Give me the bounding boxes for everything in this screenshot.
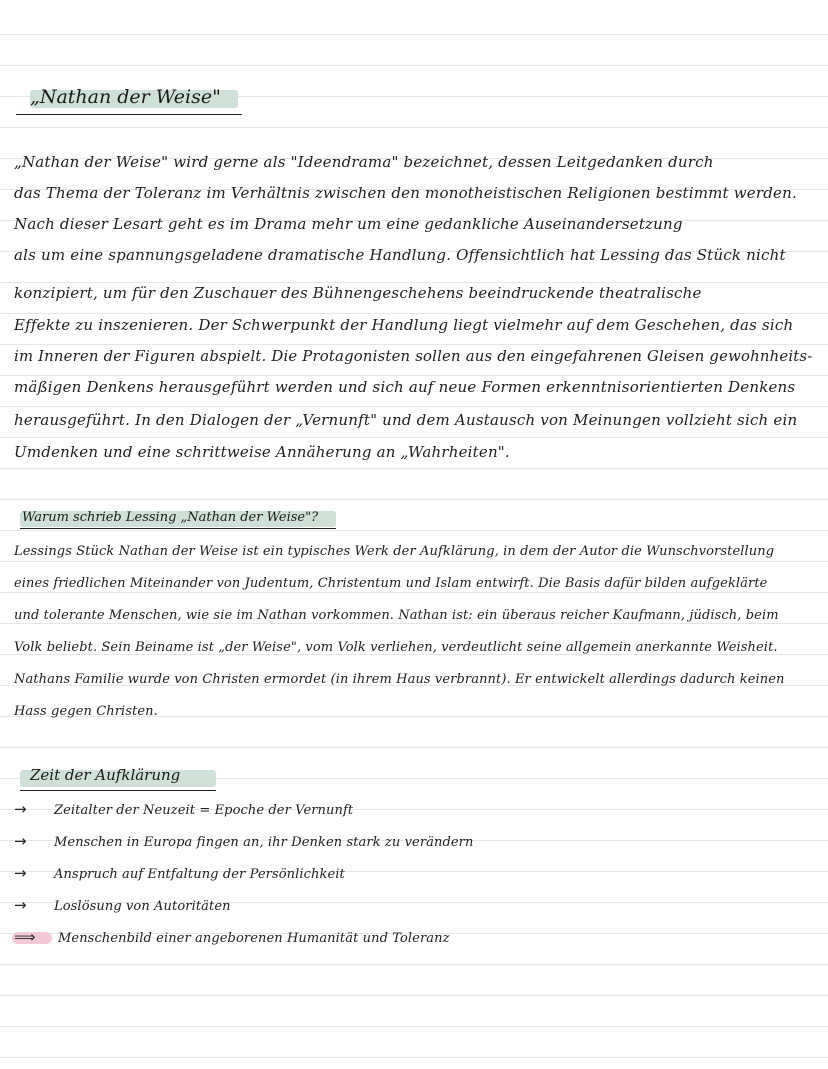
arrow-icon: → [14, 896, 27, 914]
section3-heading-underline [20, 790, 216, 791]
section3-heading: Zeit der Aufklärung [30, 766, 181, 784]
page-title: „Nathan der Weise" [30, 86, 221, 108]
bullet-item: Menschen in Europa fingen an, ihr Denken stark zu verändern [54, 835, 474, 850]
bullet-item: Loslösung von Autoritäten [54, 899, 231, 914]
arrow-icon: → [14, 832, 27, 850]
section2-line: Hass gegen Christen. [14, 704, 158, 719]
conclusion: Menschenbild einer angeborenen Humanität und Toleranz [58, 931, 450, 946]
arrow-icon: → [14, 800, 27, 818]
intro-line: Effekte zu inszenieren. Der Schwerpunkt der Handlung liegt vielmehr auf dem Geschehen, das sich [14, 316, 794, 334]
section2-line: Lessings Stück Nathan der Weise ist ein typisches Werk der Aufklärung, in dem der Autor die Wunschvorstellung [14, 544, 775, 559]
section2-line: eines friedlichen Miteinander von Judentum, Christentum und Islam entwirft. Die Basis dafür bilden aufgeklärte [14, 576, 768, 591]
intro-line: das Thema der Toleranz im Verhältnis zwischen den monotheistischen Religionen bestimmt werden. [14, 184, 797, 202]
section2-line: Nathans Familie wurde von Christen ermordet (in ihrem Haus verbrannt). Er entwickelt allerdings dadurch keinen [14, 672, 785, 687]
arrow-icon: → [14, 864, 27, 882]
title-underline [16, 114, 242, 115]
section2-heading-underline [20, 528, 336, 529]
intro-line: herausgeführt. In den Dialogen der „Vernunft" und dem Austausch von Meinungen vollzieht sich ein [14, 411, 798, 429]
section2-heading: Warum schrieb Lessing „Nathan der Weise"? [22, 510, 319, 525]
bullet-item: Zeitalter der Neuzeit = Epoche der Vernunft [54, 803, 354, 818]
section2-line: Volk beliebt. Sein Beiname ist „der Weise", vom Volk verliehen, verdeutlicht seine allgemein anerkannte Weisheit. [14, 640, 778, 655]
double-arrow-icon: ⟹ [14, 928, 36, 946]
section2-line: und tolerante Menschen, wie sie im Nathan vorkommen. Nathan ist: ein überaus reicher Kaufmann, jüdisch, beim [14, 608, 779, 623]
intro-line: Nach dieser Lesart geht es im Drama mehr um eine gedankliche Auseinandersetzung [14, 215, 683, 233]
bullet-item: Anspruch auf Entfaltung der Persönlichkeit [54, 867, 345, 882]
intro-line: „Nathan der Weise" wird gerne als "Ideendrama" bezeichnet, dessen Leitgedanken durch [14, 153, 714, 171]
intro-line: mäßigen Denkens herausgeführt werden und sich auf neue Formen erkenntnisorientierten Denkens [14, 378, 796, 396]
intro-line: im Inneren der Figuren abspielt. Die Protagonisten sollen aus den eingefahrenen Gleisen gewohnheits- [14, 347, 813, 365]
intro-line: Umdenken und eine schrittweise Annäherung an „Wahrheiten". [14, 443, 510, 461]
intro-line: konzipiert, um für den Zuschauer des Bühnengeschehens beeindruckende theatralische [14, 284, 702, 302]
intro-line: als um eine spannungsgeladene dramatische Handlung. Offensichtlich hat Lessing das Stück nicht [14, 246, 786, 264]
